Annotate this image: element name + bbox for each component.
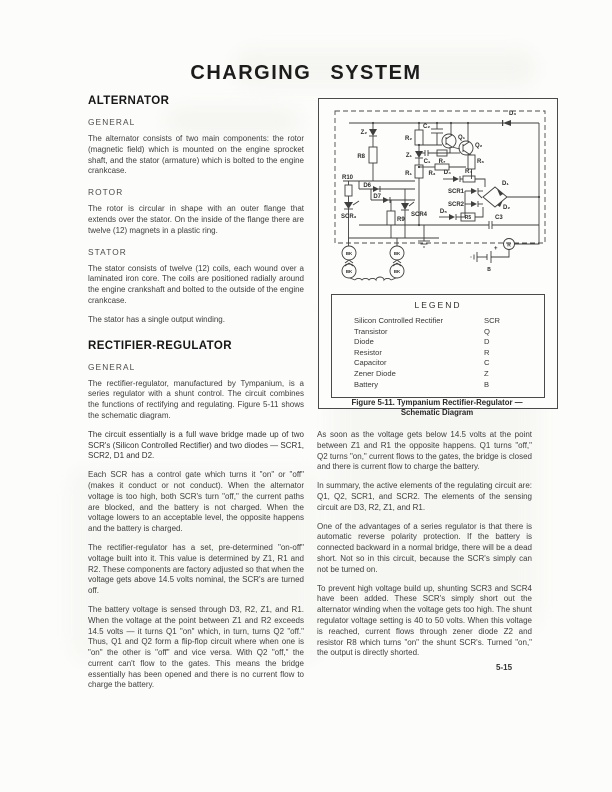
label-bk: BK xyxy=(345,269,353,274)
paragraph: In summary, the active elements of the regulating circuit are: Q1, Q2, SCR1, and SCR2. The elements of the sensing circuit are D3, R2, Z1, and R1. xyxy=(317,481,532,512)
label-d5: D₅ xyxy=(439,209,447,215)
label-scr1: SCR1 xyxy=(448,189,465,195)
legend-name: Battery xyxy=(354,379,379,389)
legend-symbol: Z xyxy=(484,368,489,378)
label-bk: BK xyxy=(393,251,401,256)
legend-name: Capacitor xyxy=(354,358,387,368)
legend-name: Zener Diode xyxy=(354,368,396,378)
legend-row xyxy=(332,380,544,391)
legend-symbol: D xyxy=(484,337,490,347)
label-scr4: SCR4 xyxy=(411,212,428,218)
label-plus: + xyxy=(494,246,498,252)
paragraph: Each SCR has a control gate which turns it "on" or "off" (makes it conduct or not conduct). When the alternator voltage is too high, both SCR's turn "off," the current paths are blocked, and the battery is not charged. When the voltage lowers to an acceptable level, the opposite happens and the battery is charged. xyxy=(88,470,304,534)
label-scr3: SCR₃ xyxy=(341,214,357,220)
label-d7: D7 xyxy=(373,194,381,200)
label-d2: D₂ xyxy=(503,205,510,211)
section-heading-rectifier-regulator: RECTIFIER-REGULATOR xyxy=(88,339,232,352)
schematic-diagram xyxy=(319,99,555,289)
legend-row xyxy=(332,316,544,327)
label-r5: R5 xyxy=(464,215,472,221)
paragraph: The alternator consists of two main components: the rotor (magnetic field) which is mounted on the engine sprocket shaft, and the stator (armature) which is bolted to the engine crankcase. xyxy=(88,134,304,176)
subheading-general: GENERAL xyxy=(88,361,136,372)
label-z2: Z₂ xyxy=(360,130,367,136)
legend-name: Transistor xyxy=(354,326,388,336)
section-heading-alternator: ALTERNATOR xyxy=(88,95,170,107)
label-z1: Z₁ xyxy=(405,153,412,159)
label-d3: D₃ xyxy=(509,111,517,117)
label-r2: R₂ xyxy=(405,136,412,142)
label-c3: C3 xyxy=(495,215,503,221)
label-r1: R₁ xyxy=(405,171,412,177)
figure-5-11 xyxy=(318,98,558,409)
label-c2: C₂ xyxy=(423,124,430,130)
legend-row xyxy=(332,337,544,348)
label-r10: R10 xyxy=(342,175,354,181)
right-column xyxy=(317,430,532,667)
paragraph: The rectifier-regulator has a set, pre-determined "on-off" voltage built into it. This value is determined by Z1, R1 and R2. These components are factory adjusted so that when the voltage gets above 14.5 volts nominal, the SCR's are turned off. xyxy=(88,542,304,596)
legend-title: LEGEND xyxy=(414,300,462,310)
legend-name: Resistor xyxy=(354,347,382,357)
paragraph: The rectifier-regulator, manufactured by Tympanium, is a series regulator with a shunt control. The circuit combines the functions of rectifying and regulating. Figure 5-11 shows the schematic diagram. xyxy=(88,378,304,420)
legend-row xyxy=(332,358,544,369)
paragraph: The stator has a single output winding. xyxy=(88,314,225,324)
page-title: CHARGING SYSTEM xyxy=(190,62,422,84)
paragraph: The circuit essentially is a full wave bridge made up of two SCR's (Silicon Controlled Rectifier) and two diodes — SCR1, SCR2, D1 and D2. xyxy=(88,429,304,461)
label-c1: C₁ xyxy=(423,159,431,165)
legend-name: Silicon Controlled Rectifier xyxy=(354,316,444,325)
legend-row xyxy=(332,348,544,359)
figure-caption xyxy=(318,398,556,418)
legend-symbol: R xyxy=(484,347,490,357)
label-d1: D₁ xyxy=(502,181,509,187)
subheading-rotor: ROTOR xyxy=(88,187,124,198)
legend-name: Diode xyxy=(354,337,374,347)
paragraph: The rotor is circular in shape with an outer flange that extends over the stator. On the inside of the flange there are twelve (12) magnets in a plastic ring. xyxy=(88,204,304,235)
label-bk: BK xyxy=(393,269,401,274)
figure-caption-line2: Schematic Diagram xyxy=(400,408,474,417)
schematic-wires xyxy=(342,123,539,280)
paragraph: To prevent high voltage build up, shunting SCR3 and SCR4 have been added. These SCR's simply short out the alternator winding when the voltage gets too high. The shunt regulator voltage setting is 40 to 50 volts. When this voltage is reached, current flows through zener diode Z2 and resistor R8 which turns "on" the shunt SCR's. Turned "on," the output is directly shorted. xyxy=(317,583,532,658)
paragraph: The stator consists of twelve (12) coils, each wound over a laminated iron core. The coils are positioned radially around the engine crankshaft and bolted to the outside of the engine crankcase. xyxy=(88,263,304,305)
paragraph: As soon as the voltage gets below 14.5 volts at the point between Z1 and R1 the opposite happens. Q1 turns "off," Q2 turns "on," current flows to the gates, the bridge is closed and there is current flow to charge the battery. xyxy=(317,430,532,472)
legend-row xyxy=(332,327,544,338)
paragraph: The battery voltage is sensed through D3, R2, Z1, and R1. When the voltage at the point between Z1 and R2 exceeds 14.5 volts — it turns Q1 "on" which, in turn, turns Q2 "off." Thus, Q1 and Q2 form a flip-flop circuit where when one is "on" the other is "off" and vice versa. With Q2 "off," the current can't flow to the gates. This means the bridge essentially has been opened and there is no current flow to charge the battery. xyxy=(88,604,304,690)
label-r8: R8 xyxy=(357,154,365,160)
legend xyxy=(331,294,545,398)
figure-caption-line1: Figure 5-11. Tympanium Rectifier-Regulator — xyxy=(351,398,523,407)
label-scr2: SCR2 xyxy=(448,202,465,208)
legend-symbol: B xyxy=(484,379,490,389)
label-r7: R₇ xyxy=(438,159,446,165)
label-r-terminal: R xyxy=(507,242,511,249)
schematic-labels xyxy=(341,111,516,274)
label-d6: D6 xyxy=(363,183,371,189)
page-number: 5-15 xyxy=(496,663,513,672)
label-q2: Q₂ xyxy=(475,143,483,149)
legend-symbol: C xyxy=(484,358,490,368)
label-r9: R9 xyxy=(397,217,405,223)
paragraph: One of the advantages of a series regulator is that there is automatic reverse polarity protection. If the battery is connected backward in a normal bridge, there will be a dead short. Not so in this circuit, because the SCR's simply can not be turned on. xyxy=(317,521,532,574)
left-column xyxy=(88,95,304,699)
label-q1: Q₁ xyxy=(458,135,466,141)
legend-symbol: SCR xyxy=(484,316,501,325)
label-bk: BK xyxy=(345,251,353,256)
subheading-stator: STATOR xyxy=(88,246,127,257)
legend-row xyxy=(332,369,544,380)
label-r3: R₃ xyxy=(428,171,436,177)
legend-symbol: Q xyxy=(484,326,490,336)
label-r4: R₄ xyxy=(465,169,473,175)
subheading-general: GENERAL xyxy=(88,117,136,127)
label-d4: D₄ xyxy=(443,170,451,176)
label-battery: B xyxy=(487,267,491,273)
label-r6: R₆ xyxy=(477,159,485,165)
